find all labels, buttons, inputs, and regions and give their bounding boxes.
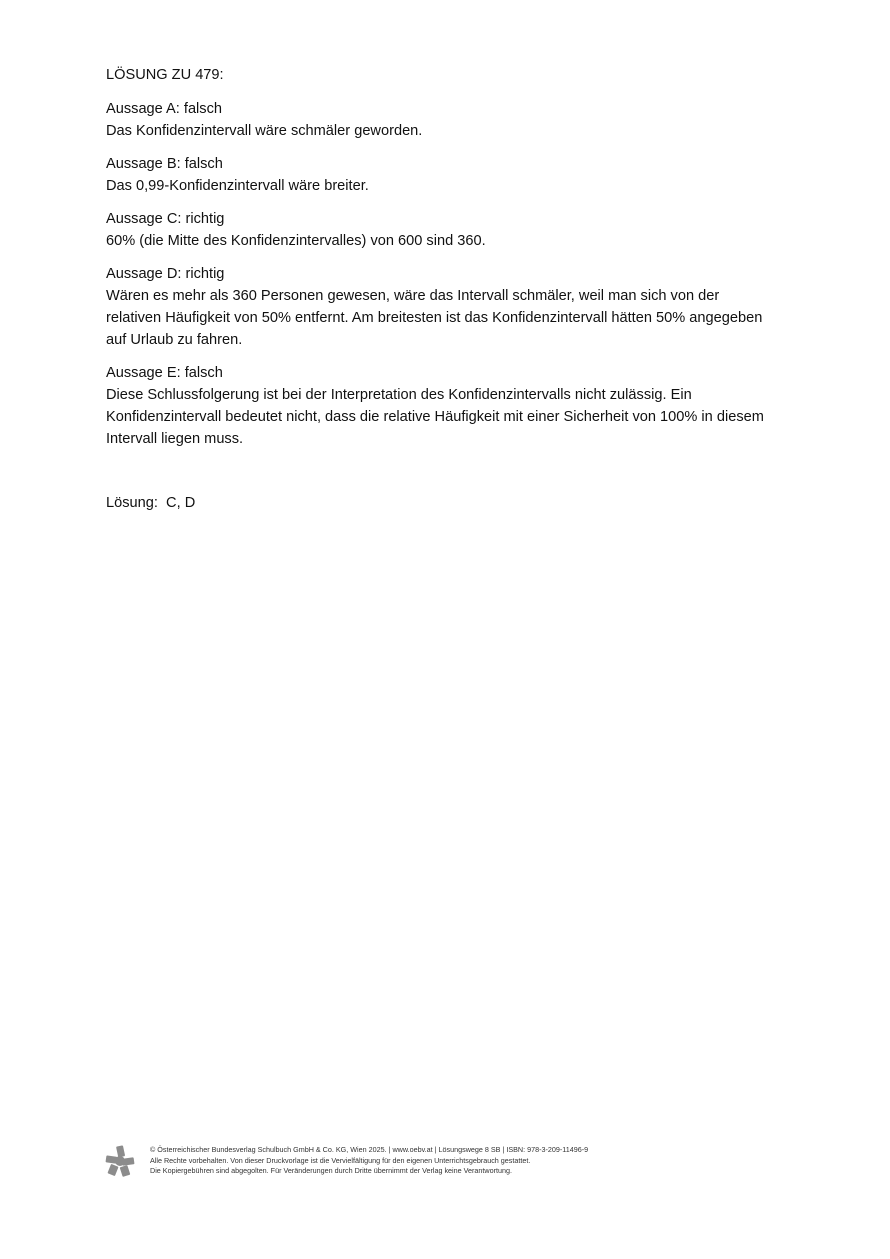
- rights-line: Alle Rechte vorbehalten. Von dieser Druckvorlage ist die Vervielfältigung für den eigenen Unterrichtsgebrauch gestattet.: [150, 1155, 531, 1165]
- statement-c: [106, 208, 766, 252]
- statement-d: [106, 263, 766, 351]
- statement-explanation: 60% (die Mitte des Konfidenzintervalles) von 600 sind 360.: [106, 233, 486, 249]
- page-footer: [104, 1143, 724, 1183]
- page-title: LÖSUNG ZU 479:: [106, 67, 224, 83]
- statement-explanation: Wären es mehr als 360 Personen gewesen, wäre das Intervall schmäler, weil man sich von der relativen Häufigkeit von 50% entfernt. Am breitesten ist das Konfidenzintervall hätten 50% angegeben auf Urlaub zu fahren.: [106, 288, 763, 348]
- copyright-line: © Österreichischer Bundesverlag Schulbuch GmbH & Co. KG, Wien 2025. | www.oebv.at | Lösungswege 8 SB | ISBN: 978-3-209-11496-9: [150, 1145, 589, 1154]
- oebv-logo-icon: [104, 1145, 136, 1177]
- solution-line: Lösung: C, D: [106, 495, 196, 511]
- statement-explanation: Diese Schlussfolgerung ist bei der Interpretation des Konfidenzintervalls nicht zulässig. Ein Konfidenzintervall bedeutet nicht, dass die relative Häufigkeit mit einer Sicherheit von 100% in diesem Intervall liegen muss.: [106, 387, 764, 447]
- statement-label: Aussage B: falsch: [106, 156, 223, 172]
- statement-label: Aussage C: richtig: [106, 211, 225, 227]
- statement-explanation: Das 0,99-Konfidenzintervall wäre breiter.: [106, 178, 369, 194]
- statement-explanation: Das Konfidenzintervall wäre schmäler geworden.: [106, 123, 423, 139]
- statement-label: Aussage D: richtig: [106, 266, 225, 282]
- copyright-notice: [150, 1145, 588, 1177]
- statement-label: Aussage E: falsch: [106, 365, 223, 381]
- statement-e: [106, 362, 766, 450]
- statement-label: Aussage A: falsch: [106, 101, 223, 117]
- liability-line: Die Kopiergebühren sind abgegolten. Für Veränderungen durch Dritte übernimmt der Verlag keine Verantwortung.: [150, 1166, 512, 1175]
- statement-b: [106, 153, 766, 197]
- statement-a: [106, 98, 766, 142]
- document-body: [106, 64, 766, 514]
